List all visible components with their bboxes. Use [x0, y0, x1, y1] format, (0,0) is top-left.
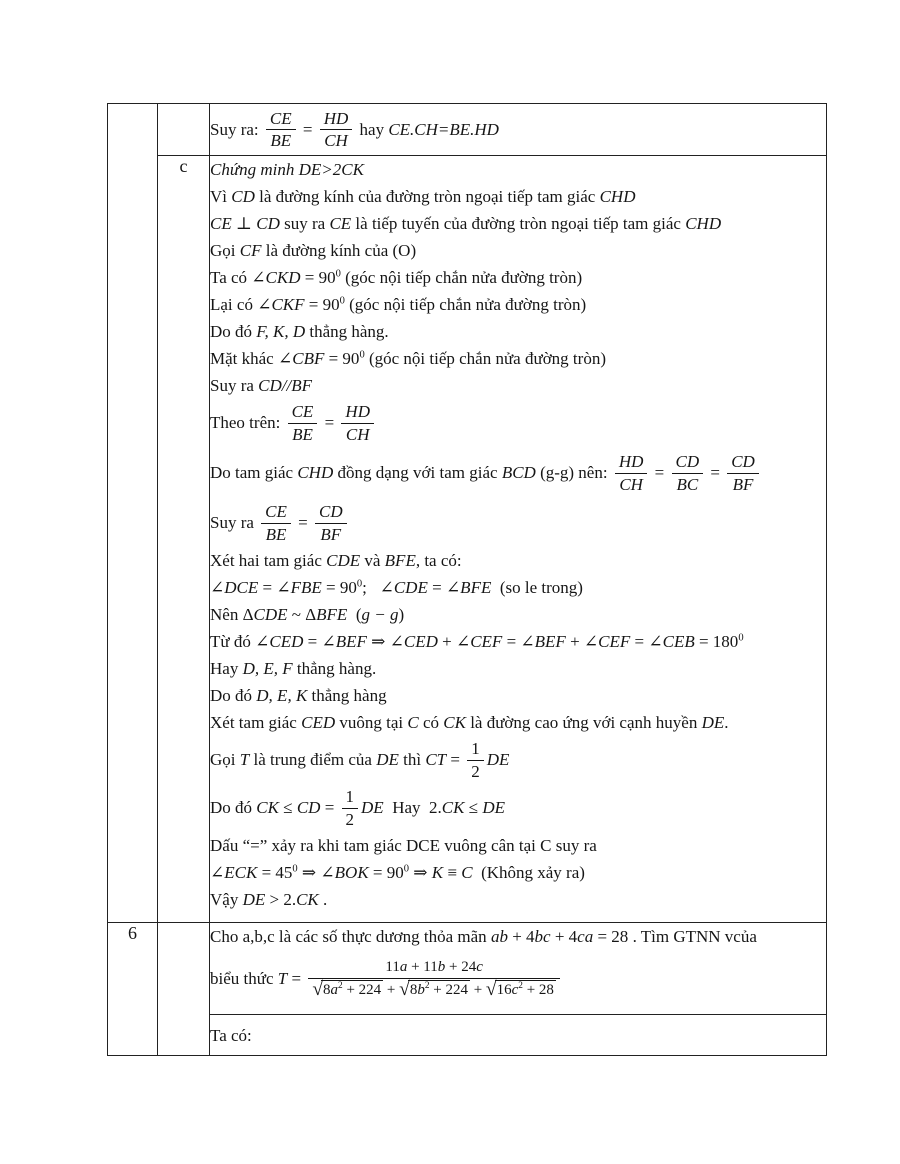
text-run: Do đó [210, 322, 257, 341]
text-run: Ta có: [210, 1025, 252, 1045]
text-run: Xét hai tam giác [210, 551, 327, 570]
text-run: Do đó [210, 686, 257, 705]
text-run: 2 [471, 761, 480, 781]
fraction [261, 502, 291, 544]
math-text: ab [490, 927, 508, 946]
text-run: . [724, 713, 729, 732]
text-run: Suy ra [210, 513, 259, 532]
text-run: ≤ [278, 798, 297, 817]
text-run: Hay 2. [383, 798, 442, 817]
fraction-numerator [341, 402, 374, 424]
math-text: DE [701, 713, 725, 732]
content-line [210, 264, 826, 291]
math-text: CD [675, 452, 700, 472]
content-line [210, 950, 826, 1008]
solution-table [107, 103, 827, 1056]
content-line [210, 682, 826, 709]
math-text: ∠CKF [257, 295, 305, 314]
math-text: DE [242, 890, 266, 909]
fraction [727, 452, 759, 494]
math-text: CHD [297, 463, 334, 482]
math-text: ∠CDE [379, 578, 428, 597]
text-run: = [287, 969, 306, 988]
question-number-cell-q5 [108, 104, 158, 923]
text-run: Mặt khác [210, 349, 278, 368]
superscript: 2 [518, 981, 523, 992]
superscript: 0 [339, 295, 345, 307]
math-text: ∠CEF [583, 632, 631, 651]
fraction-denominator [320, 130, 353, 151]
content-line [210, 574, 826, 601]
text-run: Do đó [210, 798, 257, 817]
math-text: BF [320, 524, 342, 544]
fraction-numerator [266, 109, 296, 131]
text-run: Nên Δ [210, 605, 254, 624]
fraction [288, 402, 318, 444]
text-run: Từ đó [210, 632, 256, 651]
content-line [210, 183, 826, 210]
content-line [210, 447, 826, 499]
math-text: BE [292, 424, 313, 444]
math-text: CD [256, 214, 280, 233]
fraction-denominator [467, 761, 484, 782]
superscript: 0 [359, 349, 365, 361]
fraction-denominator [266, 130, 296, 151]
square-root [486, 980, 556, 1000]
math-text: DE [482, 798, 505, 817]
text-run: Vì [210, 187, 232, 206]
square-root [312, 980, 383, 1000]
text-run: là trung điểm của [249, 750, 377, 769]
math-text: b [417, 982, 425, 999]
math-text: CT [425, 750, 447, 769]
text-run: (Không xảy ra) [472, 863, 585, 882]
text-run: 2 [345, 809, 355, 829]
math-text: a [330, 982, 339, 999]
text-run: (g-g) nên: [535, 463, 612, 482]
content-line [210, 345, 826, 372]
question-number-cell-q6: 6 [108, 923, 158, 1056]
math-text: bc [534, 927, 551, 946]
math-text: D, E, F [242, 659, 293, 678]
math-text: HD [345, 402, 370, 422]
text-run: + 28 [522, 982, 554, 999]
math-text: BFE [384, 551, 416, 570]
fraction [266, 109, 296, 151]
superscript: 0 [738, 632, 744, 644]
fraction-denominator [672, 474, 704, 495]
math-text: BC [676, 474, 699, 494]
content-line [210, 859, 826, 886]
math-text: C [407, 713, 419, 732]
math-text: CHD [599, 187, 636, 206]
fraction-denominator [341, 424, 374, 445]
math-text: ∠CED [255, 632, 304, 651]
fraction [467, 739, 484, 781]
math-text: CK [296, 890, 319, 909]
content-line [210, 1022, 826, 1049]
text-run: = 28 [593, 927, 629, 946]
fraction-numerator [467, 739, 484, 761]
part-label-cell-c: c [158, 156, 210, 923]
text-run: thẳng hàng. [292, 659, 377, 678]
content-line [210, 237, 826, 264]
text-run: + [383, 982, 400, 999]
math-text: CE.CH=BE.HD [388, 119, 499, 139]
math-text: D, E, K [256, 686, 308, 705]
content-line [210, 499, 826, 547]
text-run: 11 [385, 959, 400, 976]
text-run: = [630, 632, 649, 651]
fraction-denominator [261, 524, 291, 545]
content-cell-q6-statement [210, 923, 827, 1015]
content-cell-part-b-tail [210, 104, 827, 156]
content-line [210, 628, 826, 655]
fraction-denominator [727, 474, 759, 495]
math-text: HD [618, 452, 644, 472]
math-text: BF [732, 474, 754, 494]
math-text: DE [361, 798, 384, 817]
math-text: ∠CEB [648, 632, 695, 651]
math-text: CED [301, 713, 336, 732]
content-line [210, 318, 826, 345]
text-run: Xét tam giác [210, 713, 302, 732]
math-text: CD//BF [258, 376, 313, 395]
fraction [320, 109, 353, 151]
math-text: ∠DCE [210, 578, 259, 597]
text-run: = 90 [300, 268, 336, 287]
text-run: + 24 [445, 959, 477, 976]
text-run: = 90 [304, 295, 340, 314]
math-text: c [511, 982, 519, 999]
math-text: ∠BOK [320, 863, 369, 882]
math-text: ∠CBF [277, 349, 325, 368]
math-text: HD [323, 108, 349, 128]
text-run: (góc nội tiếp chắn nửa đường tròn) [340, 268, 583, 287]
math-text: ∠CED [389, 632, 438, 651]
radicand [408, 980, 470, 998]
math-text: ∠ECK [210, 863, 258, 882]
text-run: Gọi [210, 750, 240, 769]
text-run: thì [398, 750, 426, 769]
text-run: + 4 [550, 927, 578, 946]
part-label-cell-q6 [158, 923, 210, 1056]
text-run: + 224 [429, 982, 468, 999]
text-run: 8 [323, 982, 331, 999]
fraction-numerator [315, 502, 347, 524]
text-run: vuông tại [335, 713, 408, 732]
text-run: ≡ [443, 863, 462, 882]
text-run: Hay [210, 659, 243, 678]
content-line [210, 547, 826, 574]
text-run: = 180 [694, 632, 739, 651]
radical-sign-icon: √ [399, 979, 410, 1001]
text-run: và [360, 551, 385, 570]
text-run: = 90 [321, 578, 357, 597]
content-line [210, 923, 826, 950]
fraction-denominator [315, 524, 347, 545]
math-text: F, K, D [256, 322, 306, 341]
text-run: biểu thức [210, 969, 278, 988]
math-text: CE [291, 402, 314, 422]
content-line [210, 106, 826, 154]
fraction-numerator [727, 452, 759, 474]
math-text: g − g [361, 605, 399, 624]
math-text: Chứng minh DE>2CK [210, 160, 364, 179]
text-run: = [320, 798, 339, 817]
math-text: T [277, 969, 288, 988]
math-text: CK [443, 713, 466, 732]
math-text: CH [619, 474, 643, 494]
superscript: 0 [335, 268, 341, 280]
math-text: K [431, 863, 444, 882]
text-run: = [320, 413, 339, 432]
text-run: Suy ra [210, 376, 259, 395]
math-text: CE [329, 214, 352, 233]
content-line [210, 291, 826, 318]
text-run: ⇒ [297, 863, 321, 882]
math-text: CH [324, 131, 348, 151]
fraction [308, 958, 560, 1000]
text-run: = 90 [368, 863, 404, 882]
text-run: = 45 [257, 863, 293, 882]
text-run: ≤ [464, 798, 483, 817]
math-text: CE [269, 108, 292, 128]
text-run: = [446, 750, 465, 769]
text-run: Do tam giác [210, 463, 298, 482]
text-run: . [318, 890, 328, 909]
text-run: ; [362, 578, 380, 597]
math-text: c [476, 959, 483, 976]
content-line [210, 832, 826, 859]
math-text: DE [486, 750, 510, 769]
math-text: CDE [253, 605, 288, 624]
text-run: 8 [409, 982, 418, 999]
math-text: CF [239, 241, 262, 260]
math-text: BE [265, 524, 287, 544]
fraction [341, 402, 374, 444]
part-label-cell-b [158, 104, 210, 156]
text-run: Vậy [210, 890, 243, 909]
math-text: CK [256, 798, 279, 817]
math-text: CE [265, 502, 287, 522]
fraction-numerator [261, 502, 291, 524]
math-text: CD [296, 798, 321, 817]
text-run: là đường kính của đường tròn ngoại tiếp tam giác [254, 187, 600, 206]
text-run: + [437, 632, 456, 651]
text-run: = [502, 632, 521, 651]
text-run: 1 [471, 739, 480, 759]
text-run: suy ra [279, 214, 330, 233]
fraction-numerator [615, 452, 648, 474]
fraction [672, 452, 704, 494]
text-run: = [650, 463, 669, 482]
fraction-denominator [288, 424, 318, 445]
content-line [210, 886, 826, 913]
fraction-denominator [615, 474, 648, 495]
math-text: CH [345, 424, 370, 444]
text-run: = [298, 119, 317, 139]
content-cell-q6-solution [210, 1015, 827, 1056]
text-run: > 2. [265, 890, 297, 909]
radicand [495, 980, 556, 998]
math-text: ca [577, 927, 594, 946]
math-text: CHD [685, 214, 722, 233]
text-run: + [565, 632, 584, 651]
text-run: Ta có [210, 268, 252, 287]
text-run: hay [355, 119, 389, 139]
content-line [210, 156, 826, 183]
text-run: là đường kính của (O) [261, 241, 417, 260]
fraction-denominator [308, 979, 560, 1000]
text-run: Lại có [210, 295, 258, 314]
math-text: ∠CEF [455, 632, 503, 651]
fraction-numerator [672, 452, 704, 474]
radicand [321, 980, 383, 998]
text-run: Theo trên: [210, 413, 285, 432]
fraction-numerator [288, 402, 318, 424]
content-line [210, 784, 826, 832]
superscript: 0 [403, 863, 410, 875]
math-text: ∠FBE [276, 578, 322, 597]
fraction-denominator [342, 809, 359, 830]
text-run: 16 [496, 982, 512, 999]
fraction-numerator [320, 109, 353, 131]
fraction-numerator [342, 787, 359, 809]
text-run: = [258, 578, 277, 597]
content-cell-part-c [210, 156, 827, 923]
text-run: (góc nội tiếp chắn nửa đường tròn) [364, 349, 606, 368]
text-run: + [469, 982, 486, 999]
text-run: = [427, 578, 446, 597]
text-run: = [293, 513, 312, 532]
math-text: BFE [316, 605, 348, 624]
superscript: 0 [356, 578, 363, 590]
math-text: ∠BEF [321, 632, 367, 651]
text-run: = 90 [324, 349, 360, 368]
text-run: , ta có: [415, 551, 462, 570]
math-text: T [239, 750, 250, 769]
text-run: Cho a,b,c là các số thực dương thỏa mãn [210, 927, 491, 946]
text-run: Gọi [210, 241, 240, 260]
math-text: CD [231, 187, 255, 206]
fraction [315, 502, 347, 544]
text-run: ~ Δ [287, 605, 317, 624]
text-run: = [706, 463, 725, 482]
math-text: CD [319, 502, 343, 522]
text-run: Suy ra: [210, 119, 263, 139]
superscript: 2 [424, 981, 430, 992]
fraction [342, 787, 359, 829]
superscript: 0 [292, 863, 298, 875]
math-text: BCD [501, 463, 536, 482]
text-run: đồng dạng với tam giác [333, 463, 502, 482]
text-run: ⇒ [366, 632, 390, 651]
math-text: CE [210, 214, 232, 233]
text-run: = [303, 632, 322, 651]
math-text: CK [441, 798, 465, 817]
text-run: là đường cao ứng với cạnh huyền [465, 713, 702, 732]
content-line [210, 736, 826, 784]
superscript: 2 [338, 981, 343, 992]
math-text: ∠CKD [251, 268, 301, 287]
square-root [399, 980, 470, 1000]
math-text: C [461, 863, 473, 882]
math-text: BE [270, 131, 292, 151]
text-run: ⊥ [231, 214, 257, 233]
text-run: là tiếp tuyến của đường tròn ngoại tiếp tam giác [351, 214, 686, 233]
math-text: CD [731, 452, 755, 472]
fraction [615, 452, 648, 494]
text-run: + 224 [342, 982, 382, 999]
content-line [210, 709, 826, 736]
text-run: có [418, 713, 444, 732]
content-line [210, 601, 826, 628]
math-text: b [437, 959, 446, 976]
text-run: thẳng hàng [307, 686, 387, 705]
text-run: ⇒ [409, 863, 432, 882]
math-text: a [399, 959, 408, 976]
text-run: (so le trong) [491, 578, 583, 597]
text-run: + 4 [507, 927, 535, 946]
text-run: + 11 [407, 959, 438, 976]
text-run: thẳng hàng. [305, 322, 389, 341]
text-run: ) [398, 605, 405, 624]
math-text: ∠BEF [520, 632, 566, 651]
radical-sign-icon: √ [485, 979, 497, 1001]
math-text: DE [376, 750, 399, 769]
math-text: ∠BFE [445, 578, 492, 597]
content-line [210, 655, 826, 682]
text-run: . Tìm GTNN vcủa [628, 927, 757, 946]
radical-sign-icon: √ [312, 979, 324, 1001]
text-run: ( [347, 605, 362, 624]
text-run: (góc nội tiếp chắn nửa đường tròn) [344, 295, 587, 314]
text-run: Dấu “=” xảy ra khi tam giác DCE vuông cân tại C suy ra [210, 836, 597, 855]
content-line [210, 372, 826, 399]
text-run: 1 [345, 787, 355, 807]
content-line [210, 210, 826, 237]
fraction-numerator [308, 958, 560, 979]
content-line [210, 399, 826, 447]
math-text: CDE [326, 551, 361, 570]
